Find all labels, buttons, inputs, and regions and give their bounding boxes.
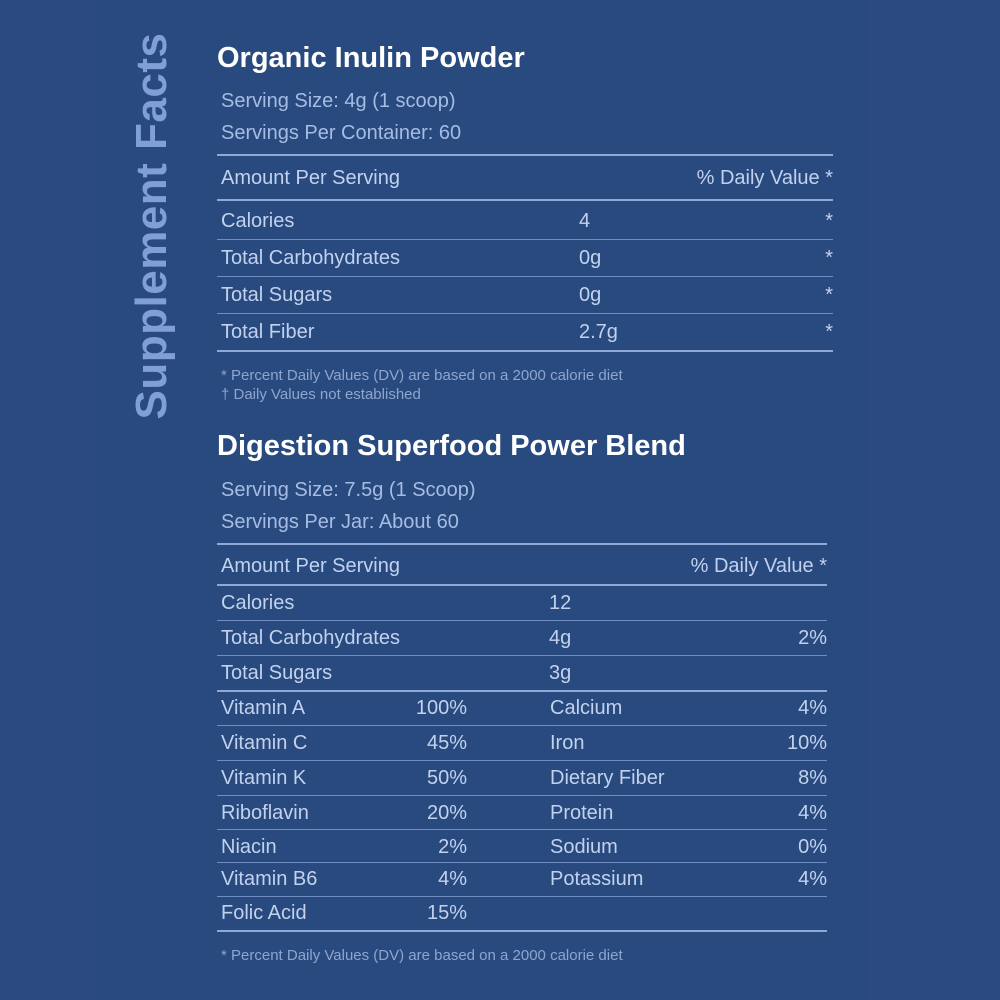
nutrient-amount: 4g <box>549 627 572 649</box>
inulin-top-rule <box>217 154 833 156</box>
vitamin-name: Niacin <box>221 836 277 858</box>
vitamin-name: Vitamin C <box>221 732 308 754</box>
blend-header-dv: % Daily Value * <box>690 555 827 577</box>
nutrient-name: Calories <box>221 210 295 232</box>
mineral-name: Dietary Fiber <box>550 767 665 789</box>
blend-footnote-dv: * Percent Daily Values (DV) are based on a 2000 calorie diet <box>221 947 623 964</box>
vitamin-row <box>217 690 827 726</box>
inulin-header-dv: % Daily Value * <box>696 167 833 189</box>
vitamin-dv: 15% <box>426 902 467 924</box>
blend-bottom-rule <box>217 930 827 932</box>
mineral-dv: 0% <box>798 836 827 858</box>
nutrient-dv: * <box>825 321 833 343</box>
inulin-servings-per-container: Servings Per Container: 60 <box>221 122 462 144</box>
nutrient-amount: 2.7g <box>579 321 618 343</box>
inulin-row <box>217 314 833 350</box>
nutrient-amount: 0g <box>579 247 602 269</box>
blend-header-amount: Amount Per Serving <box>221 555 400 577</box>
inulin-serving-size: Serving Size: 4g (1 scoop) <box>221 90 456 112</box>
vitamin-dv: 100% <box>415 697 467 719</box>
mineral-name: Calcium <box>550 697 623 719</box>
vitamin-name: Vitamin B6 <box>221 868 318 890</box>
vitamin-row <box>217 725 827 761</box>
inulin-header-row <box>217 160 833 196</box>
nutrient-amount: 4 <box>579 210 591 232</box>
blend-row <box>217 585 827 621</box>
nutrient-name: Total Carbohydrates <box>221 247 400 269</box>
nutrient-name: Calories <box>221 592 295 614</box>
vitamin-row <box>217 760 827 796</box>
inulin-header-rule <box>217 199 833 201</box>
vitamin-dv: 45% <box>426 732 467 754</box>
inulin-row <box>217 277 833 313</box>
mineral-dv: 10% <box>786 732 827 754</box>
blend-top-rule <box>217 543 827 545</box>
supplement-facts-heading: Supplement Facts <box>127 32 176 420</box>
vitamin-name: Vitamin A <box>221 697 306 719</box>
vitamin-name: Riboflavin <box>221 802 309 824</box>
nutrient-name: Total Sugars <box>221 284 333 306</box>
inulin-header-amount: Amount Per Serving <box>221 167 400 189</box>
vitamin-dv: 50% <box>426 767 467 789</box>
nutrient-name: Total Sugars <box>221 662 333 684</box>
vitamin-name: Vitamin K <box>221 767 307 789</box>
blend-servings-per-jar: Servings Per Jar: About 60 <box>221 511 459 533</box>
vitamin-dv: 2% <box>438 836 467 858</box>
mineral-name: Sodium <box>550 836 618 858</box>
nutrient-dv: * <box>825 210 833 232</box>
mineral-dv: 4% <box>798 868 827 890</box>
vitamin-dv: 20% <box>426 802 467 824</box>
inulin-title: Organic Inulin Powder <box>217 42 525 74</box>
inulin-row <box>217 203 833 239</box>
inulin-footnote-dv: * Percent Daily Values (DV) are based on a 2000 calorie diet <box>221 367 623 384</box>
nutrient-name: Total Carbohydrates <box>221 627 400 649</box>
mineral-name: Potassium <box>550 868 644 890</box>
vitamin-row <box>217 861 827 897</box>
inulin-row <box>217 240 833 276</box>
vitamin-row <box>217 795 827 831</box>
vitamin-row <box>217 895 827 931</box>
mineral-dv: 8% <box>798 767 827 789</box>
nutrient-amount: 3g <box>549 662 572 684</box>
nutrient-name: Total Fiber <box>221 321 315 343</box>
blend-row <box>217 620 827 656</box>
mineral-dv: 4% <box>798 802 827 824</box>
vitamin-name: Folic Acid <box>221 902 307 924</box>
vitamin-dv: 4% <box>438 868 467 890</box>
mineral-dv: 4% <box>798 697 827 719</box>
blend-title: Digestion Superfood Power Blend <box>217 430 686 462</box>
nutrient-amount: 12 <box>549 592 572 614</box>
blend-row <box>217 655 827 691</box>
nutrient-dv: 2% <box>798 627 827 649</box>
vitamin-row <box>217 829 827 865</box>
nutrient-amount: 0g <box>579 284 602 306</box>
nutrient-dv: * <box>825 247 833 269</box>
inulin-footnote-dagger: † Daily Values not established <box>221 386 421 403</box>
mineral-name: Protein <box>550 802 614 824</box>
nutrient-dv: * <box>825 284 833 306</box>
mineral-name: Iron <box>550 732 585 754</box>
inulin-bottom-rule <box>217 350 833 352</box>
blend-serving-size: Serving Size: 7.5g (1 Scoop) <box>221 479 476 501</box>
blend-header-row <box>217 548 827 584</box>
